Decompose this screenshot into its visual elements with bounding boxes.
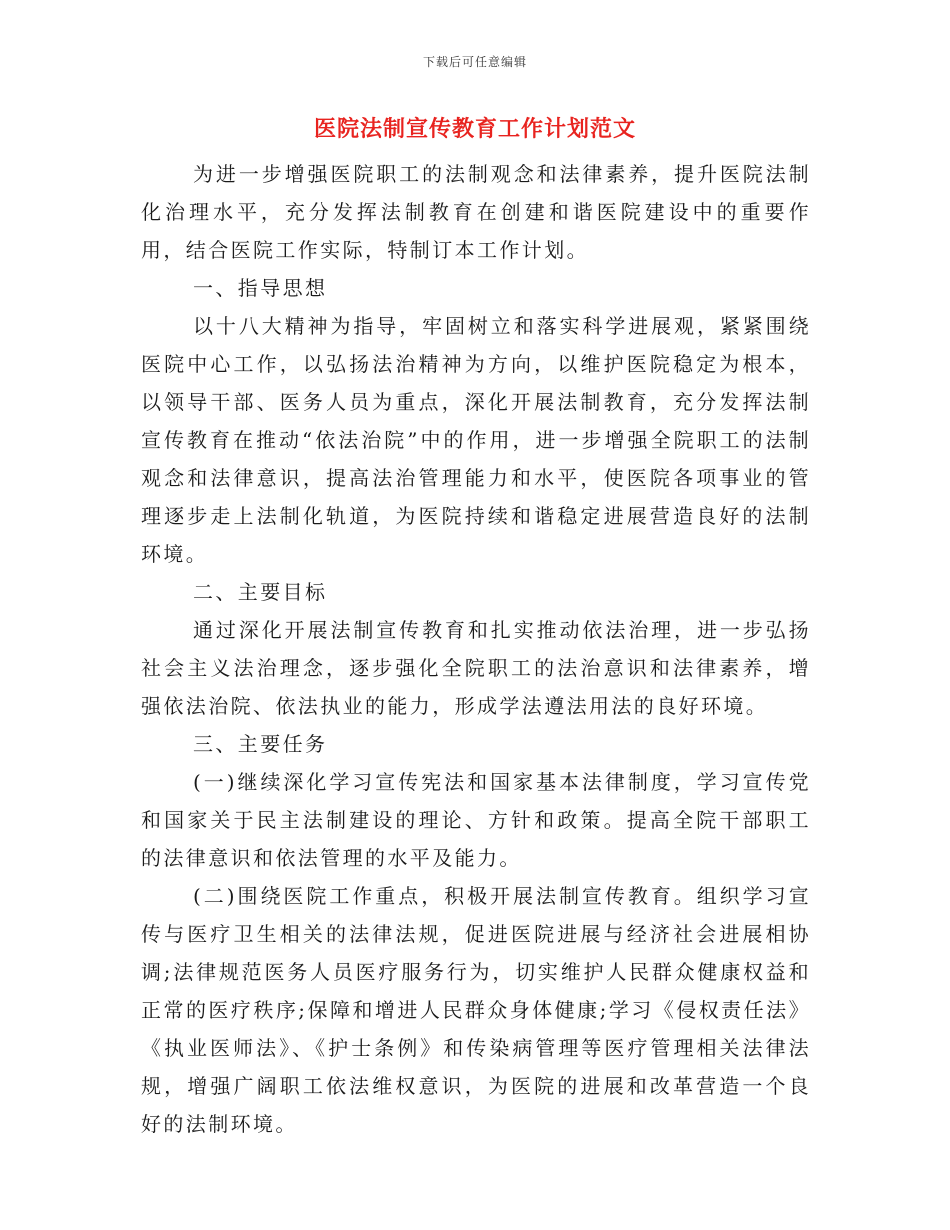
section-heading-main-tasks: 三、主要任务 (193, 732, 328, 756)
section-heading-main-goals: 二、主要目标 (193, 580, 328, 604)
guiding-ideology-paragraph: 以十八大精神为指导，牢固树立和落实科学进展观，紧紧围绕医院中心工作，以弘扬法治精神为方向，以维护医院稳定为根本，以领导干部、医务人员为重点，深化开展法制教育，充分发挥法制宣传教育在推动“依法治院”中的作用，进一步增强全院职工的法制观念和法律意识，提高法治管理能力和水平，使医院各项事业的管理逐步走上法制化轨道，为医院持续和谐稳定进展营造良好的法制环境。 (141, 314, 811, 566)
intro-paragraph: 为进一步增强医院职工的法制观念和法律素养，提升医院法制化治理水平，充分发挥法制教育在创建和谐医院建设中的重要作用，结合医院工作实际，特制订本工作计划。 (141, 162, 811, 262)
section-heading-guiding-ideology: 一、指导思想 (193, 276, 328, 300)
main-goals-paragraph: 通过深化开展法制宣传教育和扎实推动依法治理，进一步弘扬社会主义法治理念，逐步强化全院职工的法治意识和法律素养，增强依法治院、依法执业的能力，形成学法遵法用法的良好环境。 (141, 618, 811, 718)
task-one-paragraph: (一)继续深化学习宣传宪法和国家基本法律制度，学习宣传党和国家关于民主法制建设的理论、方针和政策。提高全院干部职工的法律意识和依法管理的水平及能力。 (141, 770, 811, 870)
document-title: 医院法制宣传教育工作计划范文 (313, 116, 636, 142)
header-note: 下载后可任意编辑 (422, 55, 527, 69)
document-body (141, 155, 811, 1143)
task-two-paragraph: (二)围绕医院工作重点，积极开展法制宣传教育。组织学习宣传与医疗卫生相关的法律法规，促进医院进展与经济社会进展相协调;法律规范医务人员医疗服务行为，切实维护人民群众健康权益和正常的医疗秩序;保障和增进人民群众身体健康;学习《侵权责任法》《执业医师法》、《护士条例》和传染病管理等医疗管理相关法律法规，增强广阔职工依法维权意识，为医院的进展和改革营造一个良好的法制环境。 (141, 884, 811, 1136)
